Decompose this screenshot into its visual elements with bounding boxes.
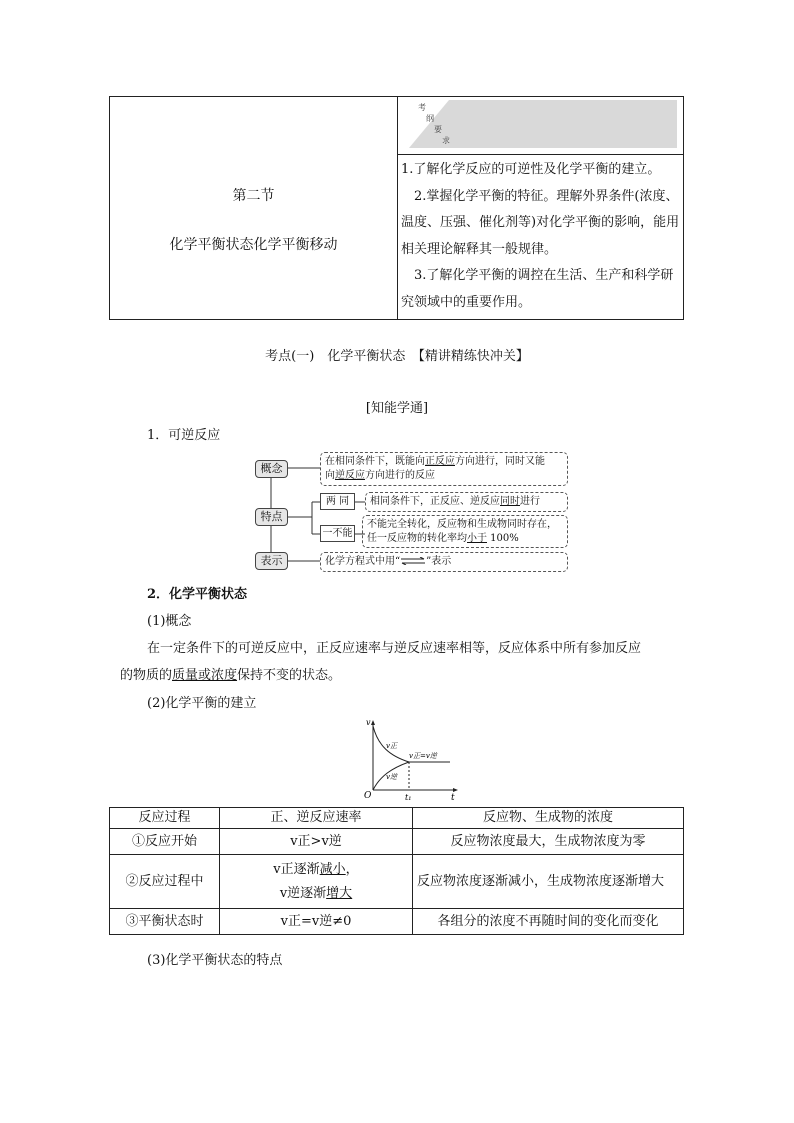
table-cell: v正>v逆 [220,829,413,855]
x-axis-label: t [451,793,455,803]
express-text-box [320,552,568,572]
text: v逆逐渐 [279,885,327,901]
equilibrium-table [109,807,684,935]
underlined-term: 质量或浓度 [172,668,238,683]
text: 在相同条件下，既能向 [325,456,425,467]
header-table [109,96,684,320]
y-axis-arrow [371,720,375,725]
text: v正逐渐 [273,861,320,877]
table-row [110,909,684,935]
equilibrium-arrow-icon [400,556,426,564]
heading-reversible-reaction: 1．可逆反应 [147,428,221,443]
paragraph-line [120,664,341,683]
divider [397,154,684,155]
requirement-item: 1.了解化学反应的可逆性及化学平衡的建立。 [401,162,661,177]
underlined-term: 小于 [467,533,487,544]
table-cell: 反应物浓度逐渐减小，生成物浓度逐渐增大 [413,855,684,909]
text: 相同条件下，正反应、逆反应 [370,496,500,507]
text: 的物质的 [120,668,173,683]
forward-rate-label: v正 [386,742,397,750]
divider [397,97,398,319]
text: 保持不变的状态。 [237,668,342,683]
table-cell: 反应物浓度最大，生成物浓度为零 [413,829,684,855]
section-number: 第二节 [232,188,275,204]
text: 方向进行的反应 [365,470,435,481]
table-header: 正、逆反应速率 [220,808,413,829]
requirement-item: 3.了解化学平衡的调控在生活、生产和科学研究领域中的重要作用。 [401,268,674,310]
t1-label: t₁ [405,793,412,802]
rate-time-graph [360,718,465,803]
underlined-term: 正反应 [425,456,455,467]
underlined-term: 逆反应 [335,470,365,481]
banner-char: 要 [434,125,442,134]
reverse-rate-label: v逆 [386,773,397,781]
table-row [110,829,684,855]
heading-equilibrium-state: 2．化学平衡状态 [147,587,248,602]
table-header: 反应物、生成物的浓度 [413,808,684,829]
underlined-term: 同时 [500,496,520,507]
table-cell: 各组分的浓度不再随时间的变化而变化 [413,909,684,935]
subheading-concept: (1)概念 [147,614,192,629]
yibuneng-text-box [362,515,568,548]
text: 进行 [520,496,540,507]
text: 方向进行，同时又能 [455,456,545,467]
section-title: 化学平衡状态化学平衡移动 [169,237,338,253]
table-header-row [110,808,684,829]
table-header: 反应过程 [110,808,220,829]
x-axis-arrow [453,788,458,792]
table-cell: ②反应过程中 [110,855,220,909]
concept-node: 概念 [255,460,288,478]
feature-node: 特点 [255,508,288,526]
text: 不能完全转化，反应物和生成物同时存在， [367,519,557,530]
requirement-item: 2.掌握化学平衡的特征。理解外界条件(浓度、温度、压强、催化剂等)对化学平衡的影响，能用相关理论解释其一般规律。 [401,188,680,257]
equilibrium-label: v正=v逆 [409,752,437,760]
liangtong-node: 两 同 [320,493,355,510]
text: ”表示 [426,556,452,567]
kaodian-heading: 考点(一) 化学平衡状态 【精讲精练快冲关】 [265,349,529,364]
requirements-list [401,157,683,316]
yibuneng-node: 一不能 [320,525,355,542]
banner-char: 求 [442,136,450,145]
text: 向 [325,470,335,481]
table-cell [220,855,413,909]
text: 100% [487,533,519,544]
header-left-cell [110,97,397,319]
underlined-term: 增大 [326,885,353,901]
text: ， [345,861,359,877]
express-node: 表示 [255,552,288,570]
subheading-features: (3)化学平衡状态的特点 [147,953,283,968]
banner-char: 纲 [426,114,434,123]
subheading-establishment: (2)化学平衡的建立 [147,696,257,711]
y-axis-label: v [366,718,371,727]
liangtong-text-box [365,492,568,512]
underlined-term: 减小 [319,861,346,877]
text: 任一反应物的转化率均 [367,533,467,544]
table-cell: v正=v逆≠0 [220,909,413,935]
table-row [110,855,684,909]
requirements-banner [409,100,677,148]
concept-text-box [320,452,568,486]
table-cell: ③平衡状态时 [110,909,220,935]
paragraph-line: 在一定条件下的可逆反应中，正反应速率与逆反应速率相等，反应体系中所有参加反应 [147,641,642,656]
zhineng-heading: [知能学通] [365,401,429,416]
origin-label: O [364,791,372,801]
table-cell: ①反应开始 [110,829,220,855]
text: 化学方程式中用“ [325,556,401,567]
banner-char: 考 [418,103,426,112]
